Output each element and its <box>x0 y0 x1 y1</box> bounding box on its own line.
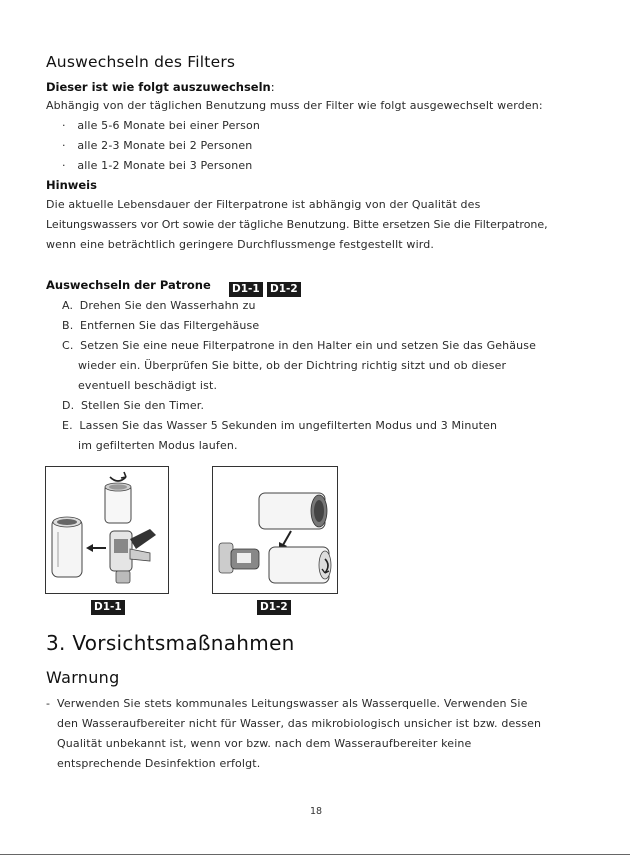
tag-label: D1-2 <box>267 282 301 297</box>
page-number: 18 <box>310 806 323 817</box>
subheading <box>46 80 275 94</box>
figure-label: D1-1 <box>91 600 125 615</box>
replace-heading: Auswechseln der Patrone <box>46 278 211 292</box>
figure-label-d1-1 <box>91 595 125 615</box>
subheading-colon: : <box>270 80 275 94</box>
warning-line: Verwenden Sie stets kommunales Leitungswasser als Wasserquelle. Verwenden Sie <box>57 697 528 710</box>
tag-d1-1 <box>229 277 263 297</box>
intro-text: Abhängig von der täglichen Benutzung muss der Filter wie folgt ausgewechselt werden: <box>46 99 543 112</box>
step-e <box>62 419 497 432</box>
bullet-list-item <box>62 139 252 152</box>
bullet-mark: · <box>62 159 66 172</box>
bullet-text: alle 2-3 Monate bei 2 Personen <box>77 139 253 152</box>
step-text: Stellen Sie den Timer. <box>80 399 205 412</box>
step-text: Entfernen Sie das Filtergehäuse <box>80 319 260 332</box>
step-c-continued: wieder ein. Überprüfen Sie bitte, ob der Dichtring richtig sitzt und ob dieser <box>78 359 507 372</box>
step-c-continued: eventuell beschädigt ist. <box>78 379 218 392</box>
bottom-rule <box>0 854 630 855</box>
section-title: Auswechseln des Filters <box>46 53 236 71</box>
step-letter: E. <box>62 419 73 432</box>
bullet-text: alle 1-2 Monate bei 3 Personen <box>77 159 253 172</box>
step-c <box>62 339 536 352</box>
step-letter: B. <box>62 319 74 332</box>
step-letter: D. <box>62 399 75 412</box>
hint-line: Die aktuelle Lebensdauer der Filterpatrone ist abhängig von der Qualität des <box>46 198 481 211</box>
figure-d1-2 <box>212 466 338 594</box>
bullet-mark: · <box>62 139 66 152</box>
warning-line: Qualität unbekannt ist, wenn vor bzw. nach dem Wasseraufbereiter keine <box>57 737 472 750</box>
step-e-continued: im gefilterten Modus laufen. <box>78 439 238 452</box>
subheading-text: Dieser ist wie folgt auszuwechseln <box>46 80 271 94</box>
step-d <box>62 399 204 412</box>
warning-heading: Warnung <box>46 668 120 687</box>
bullet-text: alle 5-6 Monate bei einer Person <box>77 119 261 132</box>
tag-d1-2 <box>267 277 301 297</box>
hint-heading: Hinweis <box>46 178 97 192</box>
step-letter: A. <box>62 299 74 312</box>
warning-line: entsprechende Desinfektion erfolgt. <box>57 757 261 770</box>
warning-dash: - <box>46 697 51 710</box>
bullet-list-item <box>62 119 260 132</box>
filter-installation-illustration <box>213 467 337 593</box>
step-text: Lassen Sie das Wasser 5 Sekunden im ungefilterten Modus und 3 Minuten <box>79 419 498 432</box>
figure-label: D1-2 <box>257 600 291 615</box>
filter-removal-illustration <box>46 467 168 593</box>
step-text: Setzen Sie eine neue Filterpatrone in den Halter ein und setzen Sie das Gehäuse <box>80 339 537 352</box>
chapter-title: 3. Vorsichtsmaßnahmen <box>46 631 295 655</box>
tag-label: D1-1 <box>229 282 263 297</box>
step-b <box>62 319 259 332</box>
bullet-mark: · <box>62 119 66 132</box>
figure-label-d1-2 <box>257 595 291 615</box>
figure-d1-1 <box>45 466 169 594</box>
hint-line: Leitungswassers vor Ort sowie der tägliche Benutzung. Bitte ersetzen Sie die Filterpatrone, <box>46 218 548 231</box>
step-a <box>62 299 256 312</box>
step-text: Drehen Sie den Wasserhahn zu <box>79 299 256 312</box>
warning-line: den Wasseraufbereiter nicht für Wasser, das mikrobiologisch unsicher ist bzw. dessen <box>57 717 542 730</box>
bullet-list-item <box>62 159 252 172</box>
step-letter: C. <box>62 339 74 352</box>
hint-line: wenn eine beträchtlich geringere Durchflussmenge festgestellt wird. <box>46 238 435 251</box>
